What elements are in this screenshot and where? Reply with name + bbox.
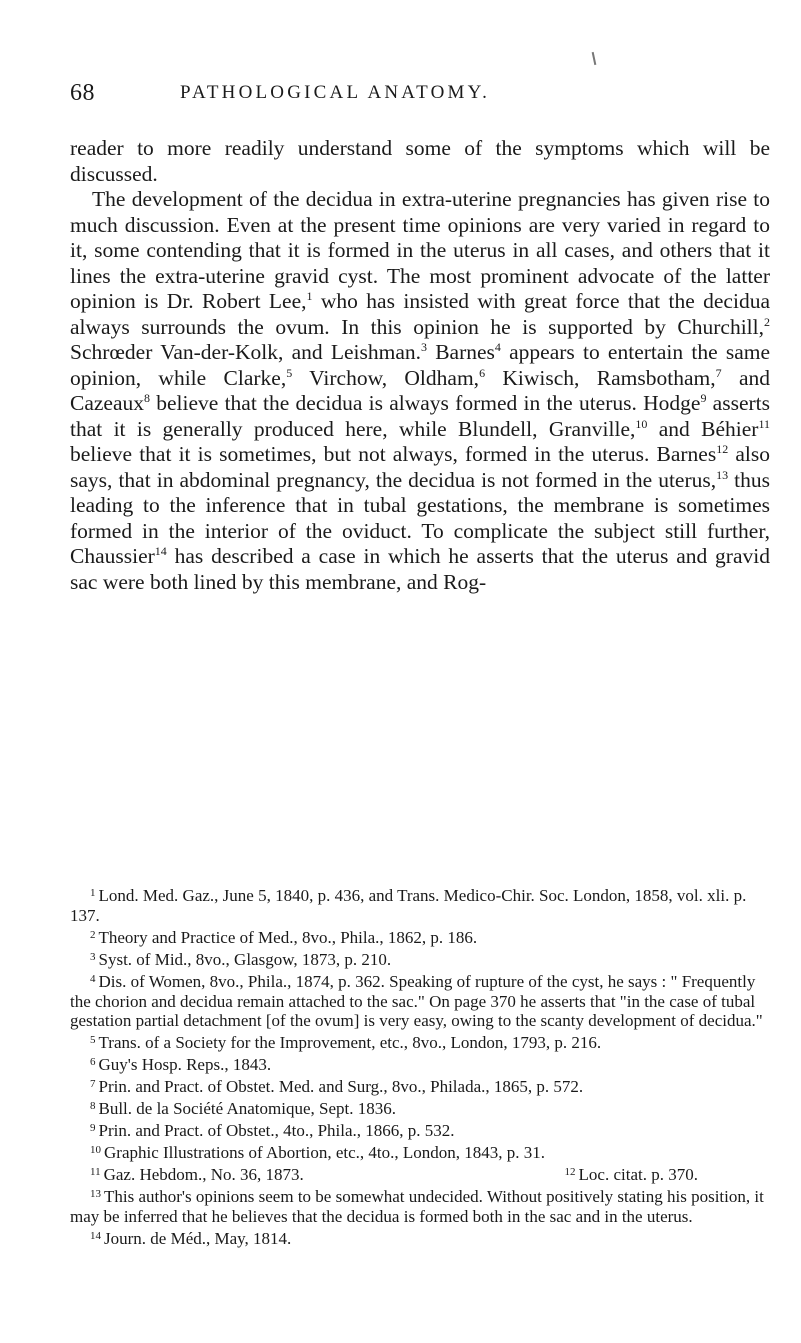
footnote-4: $^4$ Dis. of Women, 8vo., Phila., 1874, p. 362. Speaking of rupture of the cyst, he says : " Frequently the chorion and decidua remain attached to the sac." On page 370 he asserts that "in the case of tubal gestation partial detachment [of the ovum] is very easy, owing to the scanty development of decidua."	[70, 971, 763, 1031]
footnote-ref-3: 3	[421, 340, 427, 354]
footnote-14: $^{14}$ Journ. de Méd., May, 1814.	[90, 1228, 292, 1248]
footnote-ref-6: 6	[479, 365, 486, 380]
paragraph-1: reader to more readily understand some of the symptoms which will be discussed.	[70, 136, 770, 186]
footnote-ref-9: 9	[700, 391, 707, 405]
footnote-ref-4: 4	[494, 340, 501, 354]
footnote-13: $^{13}$ This author's opinions seem to be somewhat undecided. Without positively stating his position, it may be inferred that he believes that the decidua is formed both in the sac and in the uterus.	[70, 1186, 764, 1226]
footnote-11: $^{11}$ Gaz. Hebdom., No. 36, 1873.	[90, 1164, 304, 1184]
footnote-ref-1: 1	[306, 289, 313, 303]
footnote-ref-12: 12	[716, 442, 729, 456]
footnote-7: $^7$ Prin. and Pract. of Obstet. Med. and Surg., 8vo., Philada., 1865, p. 572.	[90, 1077, 584, 1097]
footnote-ref-8: 8	[144, 391, 151, 405]
footnote-ref-5: 5	[286, 365, 293, 380]
footnote-6: $^6$ Guy's Hosp. Reps., 1843.	[90, 1055, 272, 1075]
footnote-ref-14: 14	[154, 544, 167, 558]
footnotes	[70, 884, 770, 1248]
footnote-2: $^2$ Theory and Practice of Med., 8vo., Phila., 1862, p. 186.	[90, 927, 478, 947]
footnote-1: $^1$ Lond. Med. Gaz., June 5, 1840, p. 436, and Trans. Medico-Chir. Soc. London, 1858, vol. xli. p. 137.	[70, 886, 747, 925]
footnote-3: $^3$ Syst. of Mid., 8vo., Glasgow, 1873, p. 210.	[90, 949, 392, 969]
footnote-ref-11: 11	[758, 416, 770, 431]
paragraph-2: The development of the decidua in extra-uterine pregnancies has given rise to much discussion. Even at the present time opinions are very varied in regard to it, some contending that it is formed in the uterus in all cases, and others that it lines the extra-uterine gravid cyst. The most prominent advocate of the latter opinion is Dr. Robert Lee,$^1$ who has insisted with great force that the decidua always surrounds the ovum. In this opinion he is supported by Churchill,$^2$ Schrœder Van-der-Kolk, and Leishman.$^3$ Barnes$^4$ appears to entertain the same opinion, while Clarke,$^5$ Virchow, Oldham,$^6$ Kiwisch, Ramsbotham,$^7$ and Cazeaux$^8$ believe that the decidua is always formed in the uterus. Hodge$^9$ asserts that it is generally produced here, while Blundell, Granville,$^{10}$ and Béhier$^{11}$ believe that it is sometimes, but not always, formed in the uterus. Barnes$^{12}$ also says, that in abdominal pregnancy, the decidua is not formed in the uterus,$^{13}$ thus leading to the inference that in tubal gestations, the membrane is sometimes formed in the interior of the oviduct. To complicate the subject still further, Chaussier$^{14}$ has described a case in which he asserts that the uterus and gravid sac were both lined by this membrane, and Rog-	[70, 187, 771, 594]
footnote-12: $^{12}$ Loc. citat. p. 370.	[564, 1164, 698, 1184]
footnote-8: $^8$ Bull. de la Société Anatomique, Sept. 1836.	[90, 1099, 396, 1119]
page-header	[70, 76, 770, 116]
page-number: 68	[70, 80, 95, 106]
main-text	[70, 136, 770, 595]
footnote-row-11-12	[70, 1163, 770, 1185]
footnote-9: $^9$ Prin. and Pract. of Obstet., 4to., Phila., 1866, p. 532.	[90, 1120, 455, 1140]
footnote-ref-7: 7	[715, 365, 722, 380]
footnote-ref-2: 2	[764, 314, 770, 329]
footnote-ref-13: 13	[716, 467, 729, 482]
footnote-5: $^5$ Trans. of a Society for the Improvement, etc., 8vo., London, 1793, p. 216.	[90, 1033, 602, 1053]
scan-mark	[592, 52, 597, 65]
footnote-ref-10: 10	[635, 416, 648, 431]
footnote-10: $^{10}$ Graphic Illustrations of Abortion, etc., 4to., London, 1843, p. 31.	[90, 1142, 545, 1162]
running-head: PATHOLOGICAL ANATOMY.	[180, 82, 491, 103]
